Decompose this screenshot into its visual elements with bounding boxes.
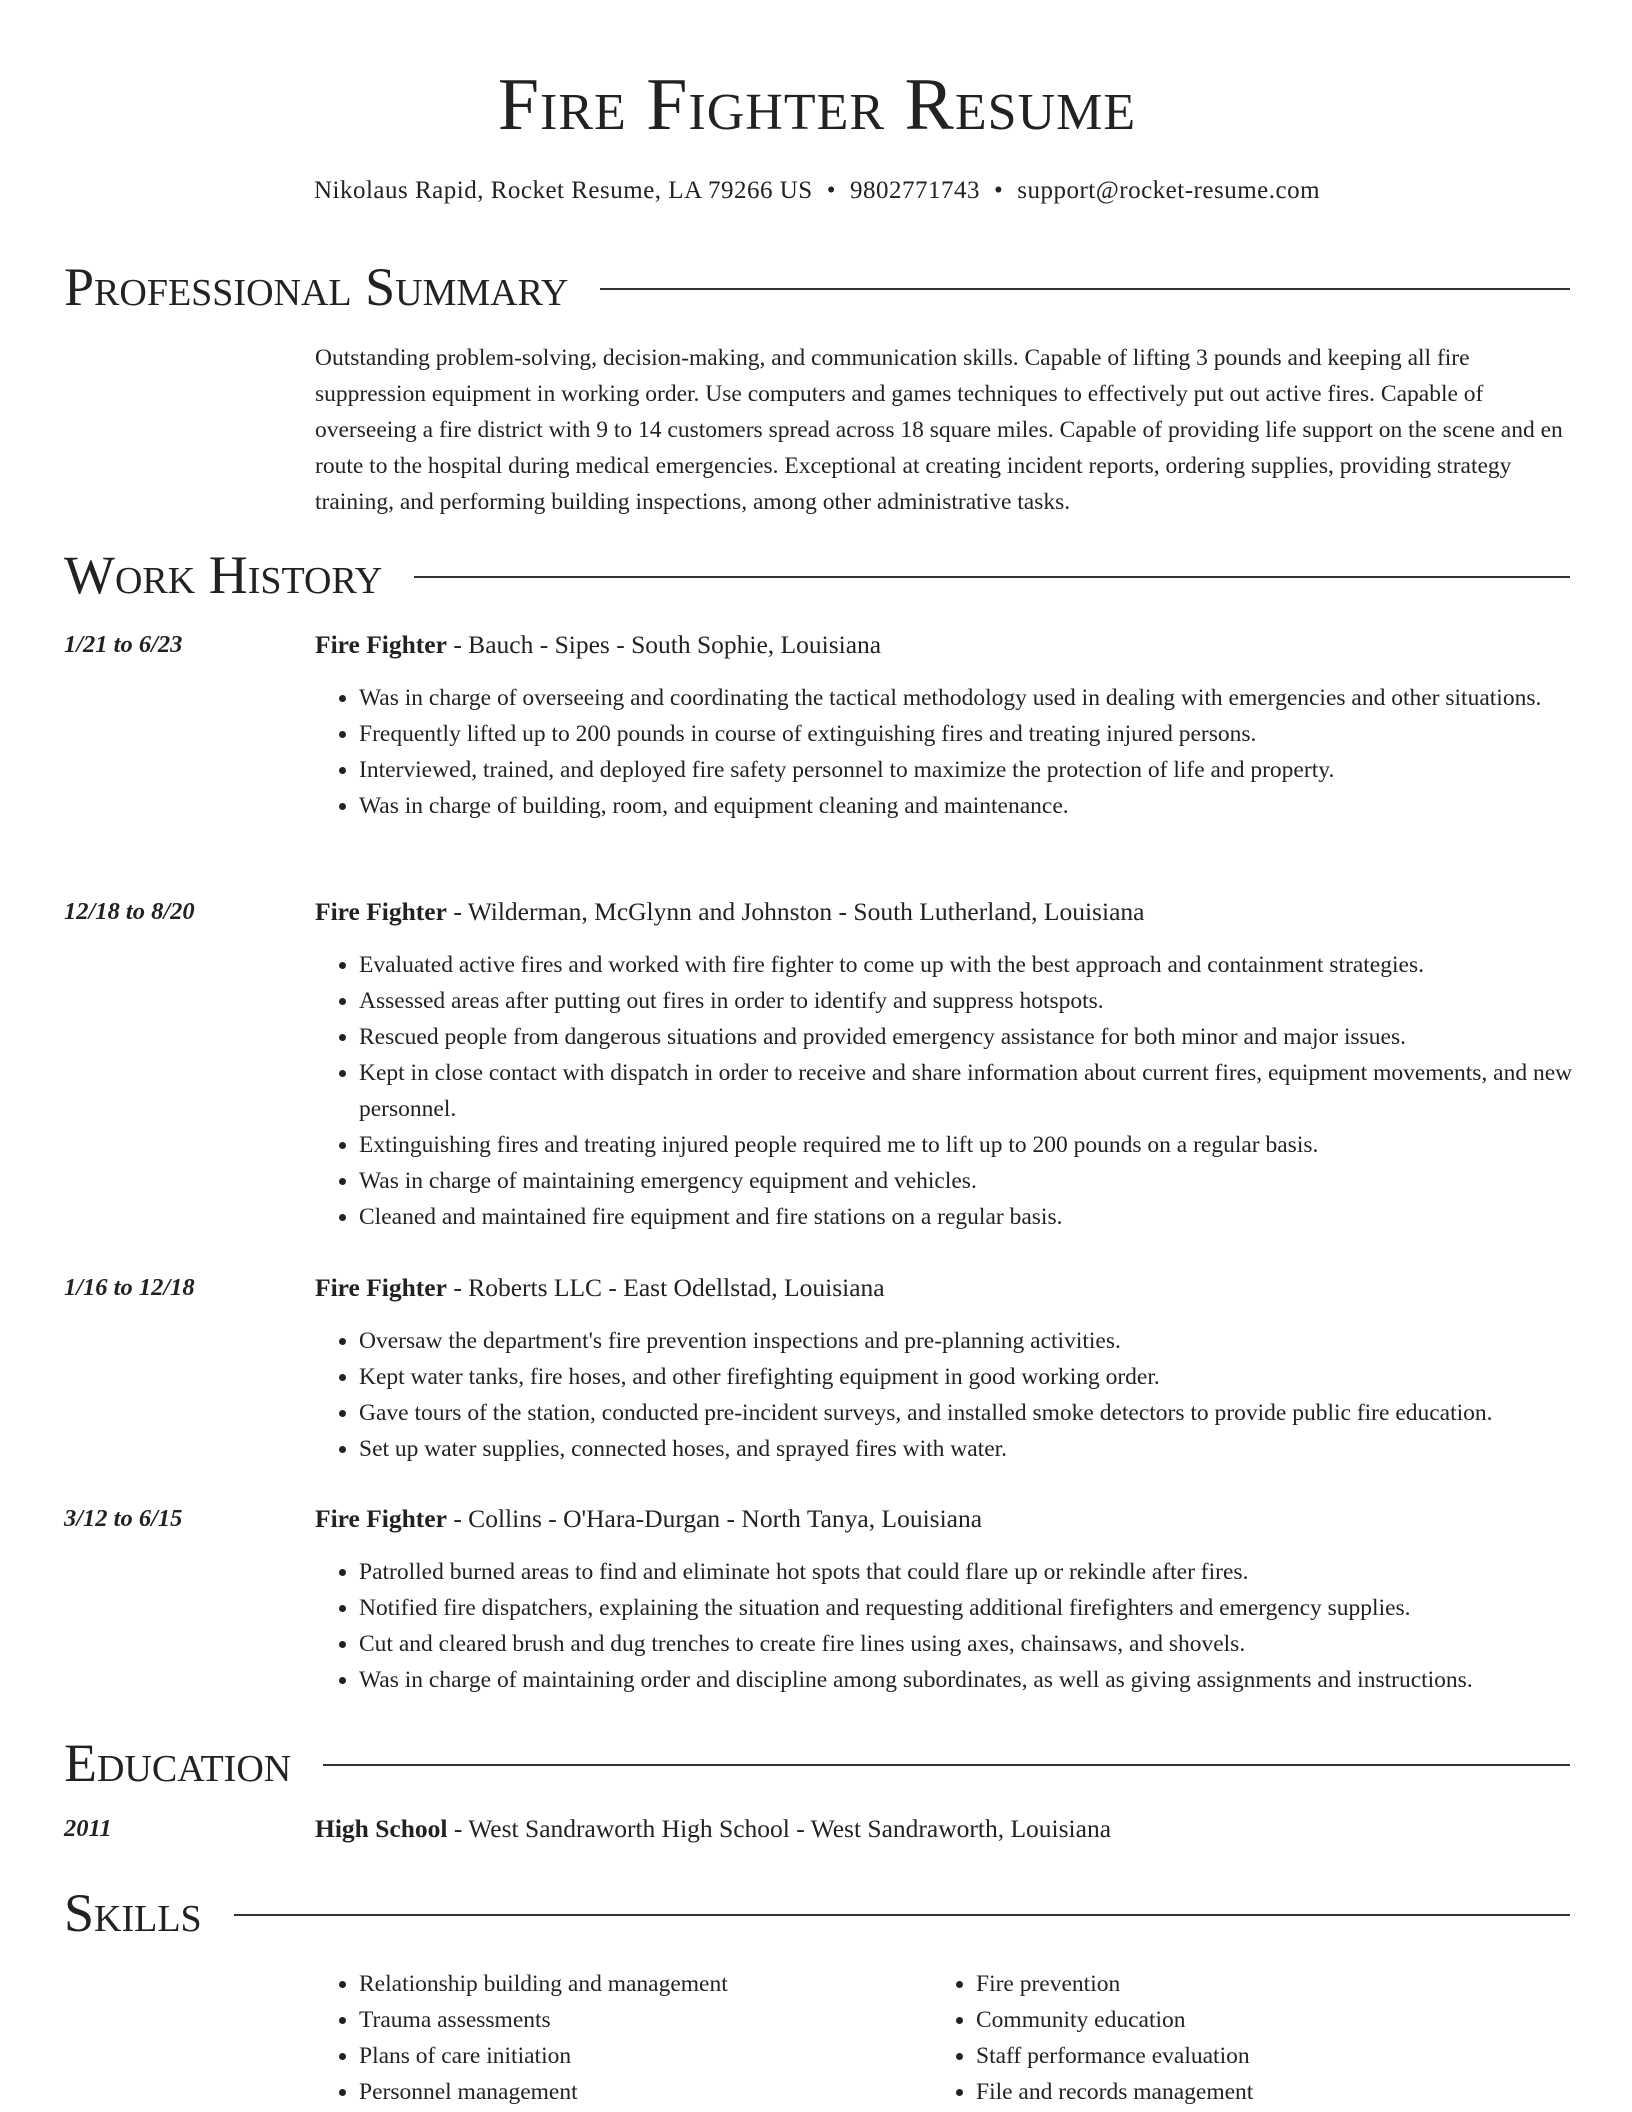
education-degree: High School (315, 1814, 448, 1843)
job-bullet: • Was in charge of overseeing and coordinating the tactical methodology used in dealing with emergencies and other situations. (359, 680, 1614, 716)
job-role: Fire Fighter (315, 897, 447, 926)
job-employer: - Wilderman, McGlynn and Johnston - South Lutherland, Louisiana (446, 897, 1145, 926)
skill-item: • Plans of care initiation (359, 2038, 932, 2074)
contact-phone: 9802771743 (849, 177, 980, 204)
education-school: - West Sandraworth High School - West Sandraworth, Louisiana (447, 1814, 1112, 1843)
skill-item: • Fire prevention (976, 1966, 1549, 2002)
section-title-summary: Professional Summary (64, 257, 569, 317)
skill-item: • Community education (976, 2002, 1549, 2038)
contact-separator: • (826, 177, 836, 204)
education-line (315, 1812, 1111, 1846)
section-divider (414, 576, 1570, 578)
section-title-work: Work History (64, 545, 383, 605)
section-title-education: Education (64, 1733, 292, 1793)
section-heading-skills (64, 1882, 1570, 1944)
job-bullet: • Was in charge of maintaining order and discipline among subordinates, as well as giving assignments and instructions. (359, 1662, 1614, 1698)
job-bullets (315, 1554, 1614, 1698)
job-bullet: • Extinguishing fires and treating injured people required me to lift up to 200 pounds on a regular basis. (359, 1127, 1614, 1163)
skill-item: • Personnel management (359, 2074, 932, 2110)
job-bullet: • Was in charge of building, room, and equipment cleaning and maintenance. (359, 788, 1614, 824)
job-dates: 1/21 to 6/23 (64, 631, 183, 658)
skills-column-right (932, 1966, 1549, 2110)
job-title-line (315, 895, 1144, 929)
job-bullet: • Oversaw the department's fire prevention inspections and pre-planning activities. (359, 1323, 1614, 1359)
section-heading-education (64, 1732, 1570, 1794)
section-heading-summary (64, 256, 1570, 318)
job-dates: 3/12 to 6/15 (64, 1505, 183, 1532)
section-title-skills: Skills (64, 1883, 202, 1943)
job-dates: 12/18 to 8/20 (64, 898, 195, 925)
job-bullet: • Was in charge of maintaining emergency equipment and vehicles. (359, 1163, 1614, 1199)
job-employer: - Bauch - Sipes - South Sophie, Louisiana (446, 630, 882, 659)
job-employer: - Collins - O'Hara-Durgan - North Tanya, Louisiana (446, 1504, 983, 1533)
job-bullet: • Kept in close contact with dispatch in order to receive and share information about current fires, equipment movements, and new personnel. (359, 1055, 1614, 1127)
job-role: Fire Fighter (315, 1504, 447, 1533)
job-bullet: • Kept water tanks, fire hoses, and other firefighting equipment in good working order. (359, 1359, 1614, 1395)
job-bullet: • Interviewed, trained, and deployed fire safety personnel to maximize the protection of life and property. (359, 752, 1614, 788)
section-divider (600, 288, 1570, 290)
job-bullet: • Assessed areas after putting out fires in order to identify and suppress hotspots. (359, 983, 1614, 1019)
job-bullets (315, 1323, 1614, 1467)
education-year: 2011 (64, 1815, 112, 1842)
job-title-line (315, 1502, 982, 1536)
skill-item: • Trauma assessments (359, 2002, 932, 2038)
contact-address: Nikolaus Rapid, Rocket Resume, LA 79266 US (313, 177, 813, 204)
job-bullet: • Rescued people from dangerous situations and provided emergency assistance for both minor and major issues. (359, 1019, 1614, 1055)
job-bullet: • Cleaned and maintained fire equipment and fire stations on a regular basis. (359, 1199, 1614, 1235)
job-title-line (315, 1271, 885, 1305)
job-bullet: • Evaluated active fires and worked with fire fighter to come up with the best approach and containment strategies. (359, 947, 1614, 983)
job-employer: - Roberts LLC - East Odellstad, Louisiana (446, 1273, 885, 1302)
summary-text: Outstanding problem-solving, decision-making, and communication skills. Capable of lifting 3 pounds and keeping all fire suppression equipment in working order. Use computers and games techniques to effectively put out active fires. Capable of overseeing a fire district with 9 to 14 customers spread across 18 square miles. Capable of providing life support on the scene and en route to the hospital during medical emergencies. Exceptional at creating incident reports, ordering supplies, providing strategy training, and performing building inspections, among other administrative tasks. (315, 345, 1563, 515)
job-role: Fire Fighter (315, 630, 447, 659)
job-bullet: • Frequently lifted up to 200 pounds in course of extinguishing fires and treating injured persons. (359, 716, 1614, 752)
skill-item: • File and records management (976, 2074, 1549, 2110)
job-bullet: • Cut and cleared brush and dug trenches to create fire lines using axes, chainsaws, and shovels. (359, 1626, 1614, 1662)
contact-line (64, 174, 1570, 208)
contact-email: support@rocket-resume.com (1017, 177, 1321, 204)
resume-title: Fire Fighter Resume (497, 64, 1137, 146)
skills-column-left (315, 1966, 932, 2110)
job-role: Fire Fighter (315, 1273, 447, 1302)
job-title-line (315, 628, 881, 662)
section-divider (234, 1914, 1570, 1916)
job-bullet: • Notified fire dispatchers, explaining the situation and requesting additional firefighters and emergency supplies. (359, 1590, 1614, 1626)
section-divider (323, 1764, 1570, 1766)
section-heading-work (64, 544, 1570, 606)
job-bullet: • Patrolled burned areas to find and eliminate hot spots that could flare up or rekindle after fires. (359, 1554, 1614, 1590)
skill-item: • Relationship building and management (359, 1966, 932, 2002)
job-bullet: • Gave tours of the station, conducted pre-incident surveys, and installed smoke detectors to provide public fire education. (359, 1395, 1614, 1431)
job-bullets (315, 680, 1614, 824)
skill-item: • Staff performance evaluation (976, 2038, 1549, 2074)
job-bullets (315, 947, 1614, 1235)
contact-separator: • (993, 177, 1004, 204)
job-dates: 1/16 to 12/18 (64, 1274, 195, 1301)
skills-list (315, 1966, 1570, 2110)
job-bullet: • Set up water supplies, connected hoses, and sprayed fires with water. (359, 1431, 1614, 1467)
